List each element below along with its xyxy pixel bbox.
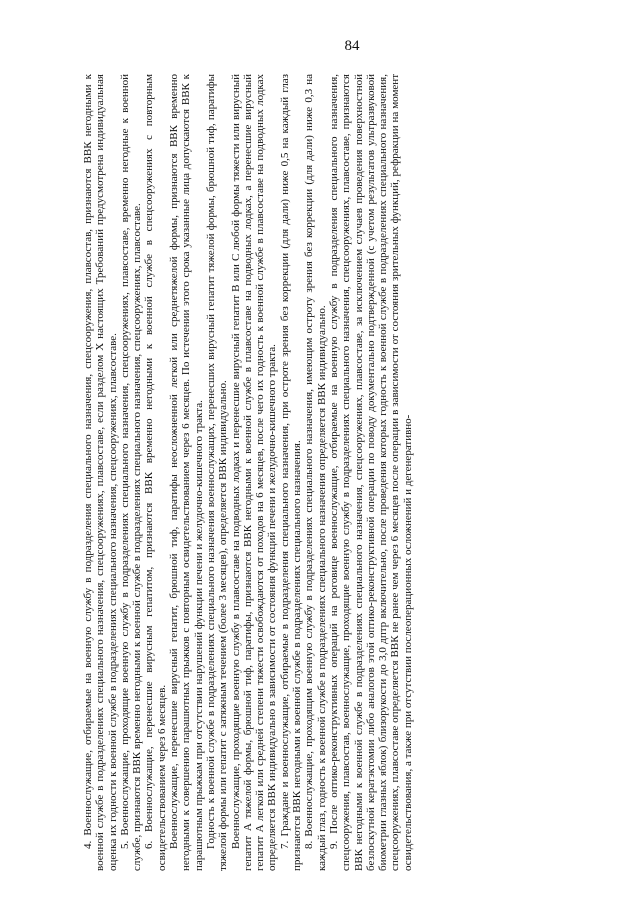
paragraph: 7. Граждане и военнослужащие, отбираемые в подразделения специального назначения, при остроте зрения без коррекции (для дали) ниже 0,5 на каждый глаз признаются ВВК негодными к военной службе в подразделениях специального назначения. xyxy=(278,74,304,871)
paragraph: Годность к военной службе в подразделениях специального назначения военнослужащих, перенесших вирусный гепатит тяжелой формы, брюшной тиф, паратифы тяжелой формы или гепатит с затяжным течением (более 3 месяцев), определяется ВВК индивидуально. xyxy=(204,74,230,871)
paragraph: 5. Военнослужащие, проходящие военную службу в подразделениях специального назначения, спецсооружениях, плавсоставе, временно негодные к военной службе, признаются ВВК временно негодными к военной службе в подразделениях специального назначения, спецсооружениях, плавсоставе. xyxy=(118,74,144,871)
paragraph: 6. Военнослужащие, перенесшие вирусным гепатитом, признаются ВВК временно негодными к военной службе в спецсооружениях с повторным освидетельствованием через 6 месяцев. xyxy=(143,74,168,871)
paragraph: Военнослужащие, проходящие военную службу в плавсоставе на подводных лодках и перенесшие вирусный гепатит В или С любой формы тяжести или вирусный гепатит А тяжелой формы, брюшной тиф, паратифы, признаются ВВК негодными к военной службе в плавсоставе на подводных лодках, а перенесшие вирусный гепатит А легкой или средней степени тяжести освобождаются от походов на 6 месяцев, после чего их годность к военной службе в плавсоставе на подводных лодках определяется ВВК индивидуально в зависимости от состояния функций печени и желудочно-кишечного тракта. xyxy=(229,74,279,871)
paragraph: 4. Военнослужащие, отбираемые на военную службу в подразделения специального назначения, спецсооружения, плавсостав, признаются ВВК негодными к военной службе в подразделениях специального назначения, спецсооружениях, плавсоставе, если разделом X настоящих Требований предусмотрена индивидуальная оценка их годности к военной службе в подразделениях специального назначения, спецсооружениях, плавсоставе. xyxy=(82,74,119,871)
document-body-frame xyxy=(82,74,538,871)
document-body xyxy=(82,74,538,871)
page-number: 84 xyxy=(344,38,360,54)
paragraph: Военнослужащие, перенесшие вирусный гепатит, брюшной тиф, паратифы неосложненной легкой или среднетяжелой формы, признаются ВВК временно негодными к совершению парашютных прыжков с повторным освидетельствованием через 6 месяцев. По истечении этого срока указанные лица допускаются ВВК к парашютным прыжкам при отсутствии нарушений функции печени и желудочно-кишечного тракта. xyxy=(168,74,205,871)
paragraph: 9. После оптико-реконструктивных операций на роговице военнослужащие, отбираемые на военную службу в подразделения специального назначения, спецсооружения, плавсостав, военнослужащие, проходящие военную службу в подразделениях специального назначения, спецсооружениях, плавсоставе, признаются ВВК негодными к военной службе в подразделениях специального назначения, спецсооружениях, плавсоставе, за исключением случаев проведения поверхностной безлоскутной кератэктомии либо аналогов этой оптико-реконструктивной операции по поводу документально подтвержденной (с учетом результатов ультразвуковой биометрии глазных яблок) близорукости до 3,0 дптр включительно, после проведения которых годность к военной службе в подразделениях специального назначения, спецсооружениях, плавсоставе определяется ВВК не ранее чем через 6 месяцев после операции в зависимости от состояния зрительных функций, рефракции на момент освидетельствования, а также при отсутствии послеоперационных осложнений и дегенеративно- xyxy=(327,74,414,871)
paragraph: 8. Военнослужащие, проходящим военную службу в подразделениях специального назначения, имеющим остроту зрения без коррекции (для дали) ниже 0,3 на каждый глаз, годность к военной службе в подразделениях специального назначения определяется ВВК индивидуально. xyxy=(303,74,328,871)
